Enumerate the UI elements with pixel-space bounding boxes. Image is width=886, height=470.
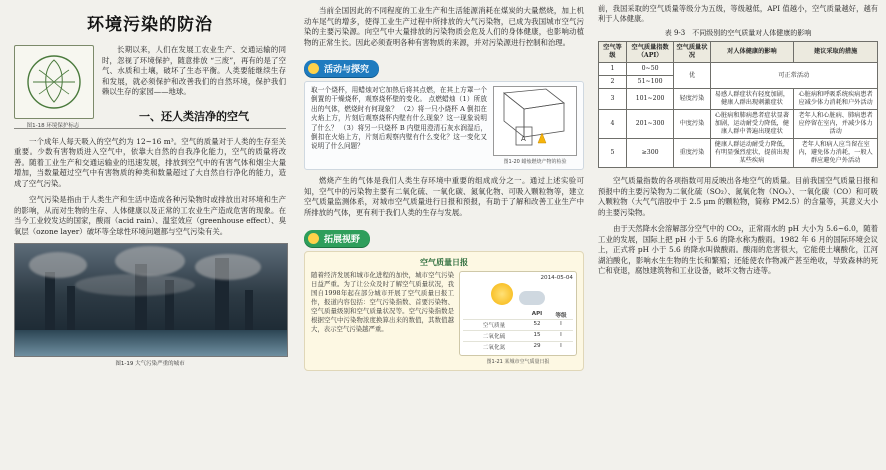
cell-api: 101~200 [626,89,673,110]
right-column [592,0,886,470]
cell-advice: 老年人和心脏病、肺病患者应停留在室内，并减少体力活动 [794,110,878,139]
extension-panel [304,251,584,371]
cell-api: 0~50 [626,63,673,76]
th-level: 空气等级 [599,42,627,63]
air-quality-table [598,41,878,168]
cell-health: 易感人群症状有轻度加剧，健康人群出现刺激症状 [710,89,794,110]
air-quality-row [463,319,573,330]
row-level: Ⅰ [560,332,562,338]
pollution-photo [14,243,288,357]
cell-level: 1 [599,63,627,76]
logo-caption: 图1-18 环境保护标志 [26,123,80,129]
activity-banner: 活动与探究 [304,60,379,77]
row-api: 52 [533,321,541,327]
panel-figure-caption: 图1-21 某城市空气质量日报 [486,359,550,365]
environment-logo-icon [14,45,94,119]
activity-figure [493,86,577,165]
col-level: 等级 [555,313,567,319]
th-health: 对人体健康的影响 [710,42,794,63]
row-label: 二氧化氮 [482,345,506,351]
row-label: 二氧化硫 [482,334,506,340]
row-api: 15 [533,332,541,338]
panel-title: 空气质量日报 [420,257,468,267]
intro-paragraph: 长期以来，人们在发展工农业生产、交通运输的同时，忽视了环境保护，随意排放 “三废”，再有的是了空气、水质和土壤，破坏了生态平衡。人类要能继续生存和发展，就必须保护和改善我们的自然环境，保护我们赖以生存的家园——地球。 [102,45,286,96]
table-row [599,139,878,168]
cell-level: 5 [599,139,627,168]
svg-text:A: A [521,135,526,143]
row-label: 空气质量 [482,323,506,329]
th-api: 空气质量指数（API） [626,42,673,63]
cell-health: 健康人群运动耐受力降低，有明显强烈症状，提前出现某些疾病 [710,139,794,168]
cell-advice: 老年人和病人应当留在室内，避免体力消耗，一般人群应避免户外活动 [794,139,878,168]
activity-text: 取一个烧杯，用蜡烛对它加热后将其点燃，在其上方罩一个倒置的干燥烧杯，观察烧杯壁的变化。 点燃蜡烛（1）所放出的气体，燃烧时有何现象？ （2）将一只小烧杯 A 倒扣在火焰上方，片刻后观察烧杯内壁有什么现象？这一现象说明了什么？ （3）将另一只烧杯 B 内壁用澄清石灰水润湿后，倒扣在火焰上方，片刻后观察内壁有什么变化？这一变化又说明了什么问题？ [311,86,487,151]
th-status: 空气质量状况 [674,42,710,63]
air-quality-date: 2014-05-04 [540,275,573,281]
middle-paragraph-2: 燃烧产生的气体是我们人类生存环境中重要的组成成分之一。通过上述实验可知，空气中的污染物主要有二氧化硫、一氧化碳、氮氧化物、可吸入颗粒物等，建立空气质量监测体系，对城市空气质量进行日报和预报，有助于了解和改善工业生产中所排放的气体，更有利于我们人类的生存与发展。 [304,176,584,217]
cell-status: 中度污染 [674,110,710,139]
cell-status: 重度污染 [674,139,710,168]
activity-figure-caption: 图1-20 蜡烛燃烧产物的检验 [503,159,567,165]
cell-api: 201~300 [626,110,673,139]
body-paragraph-2: 空气污染是指由于人类生产和生活中造成各种污染物时或排放出对环境和生产的影响，从而对生物的生存、人体健康以及正常的工农业生产造成危害的现象。在当今工业较发达的国家，酸雨（acid rain）、温室效应（greenhouse effect）、臭氧层（ozone layer）破坏等全球性环境问题都与空气污染有关。 [14,195,286,236]
cell-status: 优 [674,63,710,89]
activity-box [304,81,584,170]
table-row [599,110,878,139]
th-advice: 建议采取的措施 [794,42,878,63]
cell-status: 轻度污染 [674,89,710,110]
right-top-paragraph: 前，我国采取的空气质量等级分为五级，等级越低，API 值越小，空气质量越好，越有利于人体健康。 [598,4,878,24]
middle-column [296,0,592,470]
panel-text: 随着经济发展和城市化进程的加快，城市空气污染日益严重。为了让公众及时了解空气质量状况，我国自1998年起在部分城市开展了空气质量日报工作，报道内容包括：空气污染指数、首要污染物、空气质量级别和空气质量状况等。空气污染指数是根据空气中污染物浓度换算出来的数值，其数值越大，表示空气污染越严重。 [311,271,454,333]
beaker-icon [494,87,574,153]
cell-health: 可正常活动 [710,63,877,89]
cell-api: ≥300 [626,139,673,168]
middle-paragraph-1: 当前全国因此的不同程度的工业生产和生活能源消耗在煤炭的大量燃烧，加上机动车尾气的增多，使得工业生产过程中所排放的大气污染物，已成为我国城市空气污染的主要污染源。向空气中大量排放的污染物质会危及人们的身体健康，也影响动植物的正常生长。因此必须查明各种有害物质的来源，并对污染源进行控制和治理。 [304,6,584,47]
air-quality-row [463,341,573,352]
eco-emblem-icon [21,52,87,112]
air-quality-header-row [463,311,573,319]
col-api: API [531,311,543,317]
right-paragraph-2: 由于天然降水会溶解部分空气中的 CO₂，正常雨水的 pH 大小为 5.6~6.0，随着工业的发展，国际上把 pH 小于 5.6 的降水称为酸雨。1982 年 6 月的国际环境会议上，正式将 pH 小于 5.6 的降水叫做酸雨。酸雨的危害很大，它能使土壤酸化，江河湖泊酸化，影响水生生物的生长和繁殖；还能使农作物减产甚至绝收，导致森林的死亡和衰退，腐蚀建筑物和工业设备，破坏文物古迹等。 [598,224,878,276]
row-level: Ⅰ [560,321,562,327]
row-level: Ⅰ [560,343,562,349]
section-heading: 一、还人类洁净的空气 [139,109,249,123]
figure-caption: 图1-19 大气污染严重的城市 [115,361,185,367]
table-row [599,89,878,110]
air-quality-card [459,271,577,356]
right-paragraph-1: 空气质量指数的各项指数可用反映出各地空气的质量。目前我国空气质量日报和预报中的主要污染物为二氧化硫（SO₂）、氮氧化物（NOₓ）、一氧化碳（CO）和可吸入颗粒物（大气气溶胶中于 2.5 μm 的颗粒物，简称 PM2.5）的含量等，其意义大小的主要污染物。 [598,176,878,217]
left-column [0,0,296,470]
cell-level: 2 [599,76,627,89]
page-title: 环境污染的防治 [87,15,213,35]
cell-level: 4 [599,110,627,139]
extension-banner: 拓展视野 [304,230,370,247]
beaker-diagram [493,86,577,156]
water-band [15,330,287,356]
table-header-row [599,42,878,63]
cell-level: 3 [599,89,627,110]
col-name [463,311,525,319]
air-quality-row [463,330,573,341]
row-api: 29 [533,343,541,349]
cell-api: 51~100 [626,76,673,89]
table-row [599,63,878,76]
sun-icon [491,283,513,305]
body-paragraph-1: 一个成年人每天吸入的空气约为 12~16 m³。空气的质量对于人类的生存至关重要。少数有害物质进入空气中，依靠大自然的自我净化能力，空气的质量将改善。随着工业生产和交通运输业的迅速发展，排放到空气中的有害气体和烟尘大量增加，当数量超过空气中有害物质的种类和数量超过了大自然自行净化的能力，造成了空气污染。 [14,136,286,188]
cloud-icon [519,291,545,305]
table-title: 表 9-3 不同级别的空气质量对人体健康的影响 [664,29,812,38]
cell-health: 心脏病和肺病患者症状显著加剧，运动耐受力降低，健康人群中普遍出现症状 [710,110,794,139]
cell-advice: 心脏病和呼吸系统疾病患者应减少体力消耗和户外活动 [794,89,878,110]
